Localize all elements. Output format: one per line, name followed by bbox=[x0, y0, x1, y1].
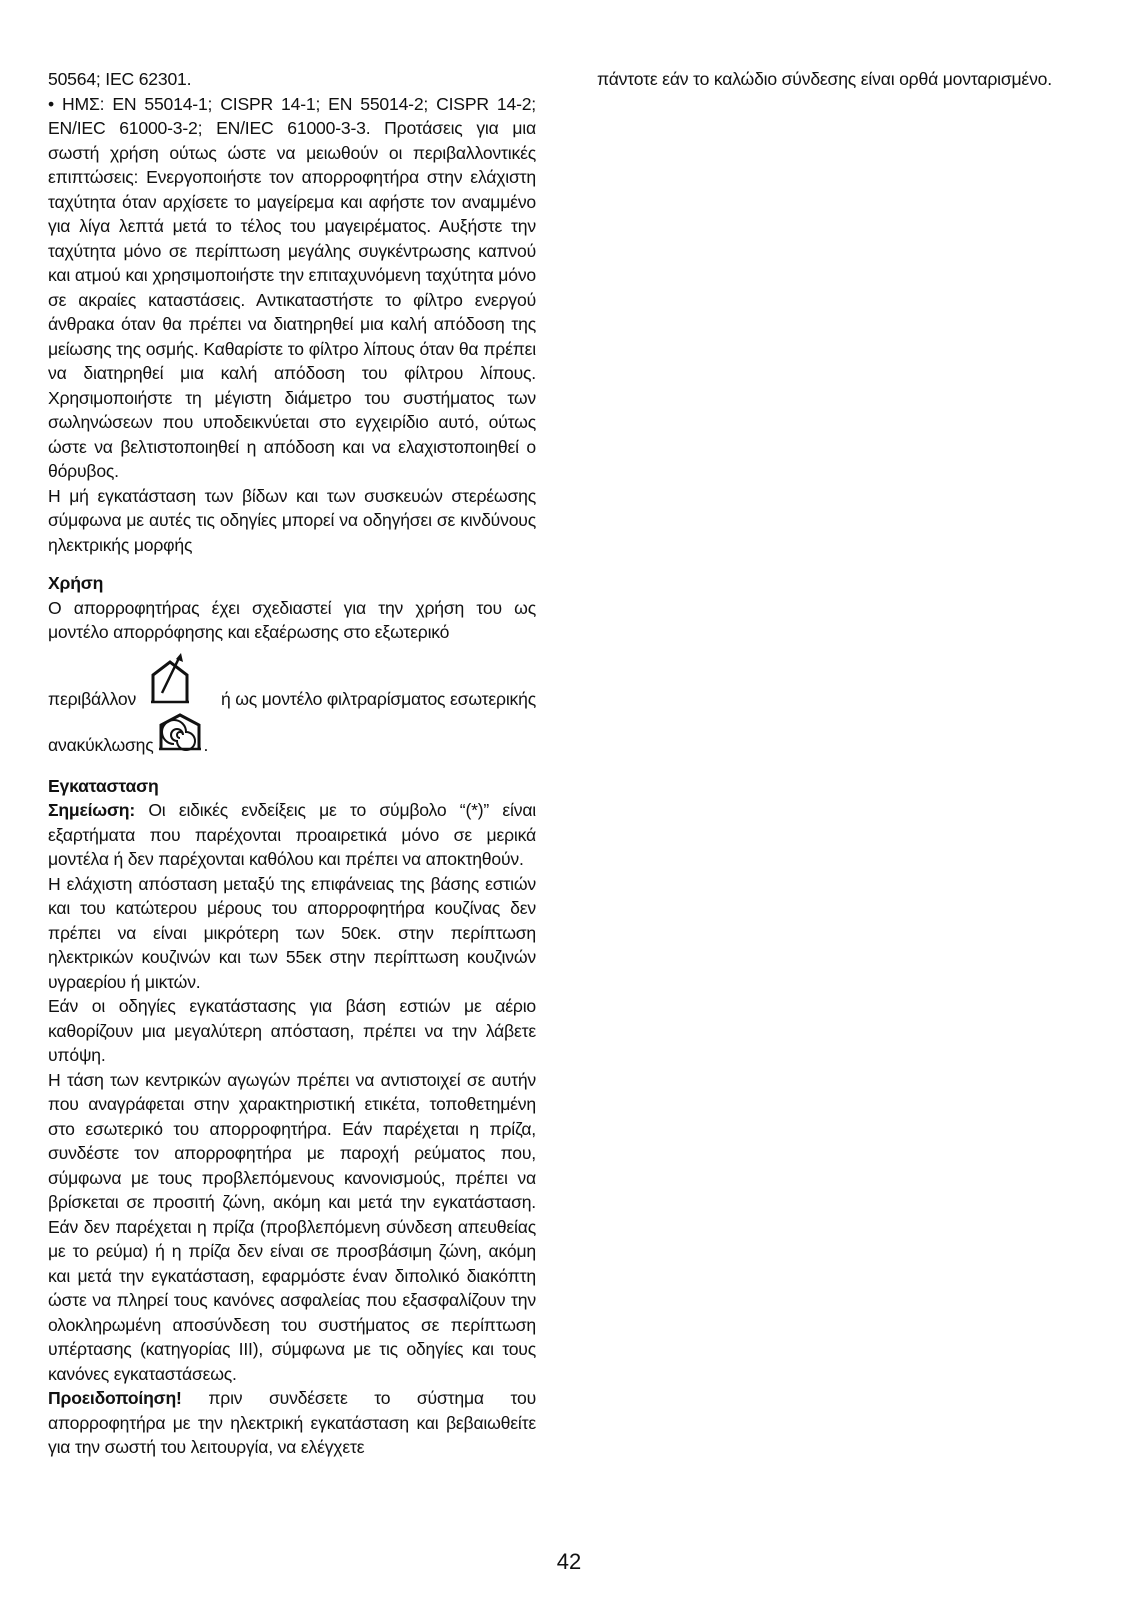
screws-warning-paragraph: Η μή εγκατάσταση των βίδων και των συσκευών στερέωσης σύμφωνα με αυτές τις οδηγίες μπορεί να οδηγήσει σε κινδύνους ηλεκτρικής μορφής bbox=[48, 485, 536, 555]
note-text: Οι ειδικές ενδείξεις με το σύμβολο “(*)” είναι εξαρτήματα που παρέχονται προαιρετικά μόνο σε μερικά μοντέλα ή δεν παρέχονται καθόλου και πρέπει να αποκτηθούν. bbox=[48, 800, 536, 869]
ducted-extraction-icon bbox=[148, 653, 192, 712]
continued-paragraph: πάντοτε εάν το καλώδιο σύνδεσης είναι ορθά μονταρισμένο. bbox=[597, 69, 1052, 89]
use-text-environment: περιβάλλον bbox=[48, 688, 137, 709]
warning-text: πριν συνδέσετε το σύστημα του απορροφητήρα με την ηλεκτρική εγκατάσταση και βεβαιωθείτε για την σωστή του λειτουργία, να ελέγχετε bbox=[48, 1388, 536, 1457]
use-paragraph: Ο απορροφητήρας έχει σχεδιαστεί για την χρήση του ως μοντέλο απορρόφησης και εξαέρωσης στο εξωτερικό bbox=[48, 597, 536, 642]
use-icon-line-2 bbox=[48, 713, 536, 758]
standards-line: 50564; IEC 62301. bbox=[48, 69, 192, 89]
note-label: Σημείωση: bbox=[48, 800, 136, 820]
gas-hob-paragraph: Εάν οι οδηγίες εγκατάστασης για βάση εστιών με αέριο καθορίζουν μια μεγαλύτερη απόσταση, πρέπει να την λάβετε υπόψη. bbox=[48, 996, 536, 1065]
voltage-paragraph: Η τάση των κεντρικών αγωγών πρέπει να αντιστοιχεί σε αυτήν που αναγράφεται στην χαρακτηριστική ετικέτα, τοποθετημένη στο εσωτερικό του απορροφητήρα. Εάν παρέχεται η πρίζα, συνδέστε τον απορροφητήρα με παροχή ρεύματος που, σύμφωνα με τους προβλεπόμενους κανονισμούς, πρέπει να βρίσκεται σε προσιτή ζώνη, ακόμη και μετά την εγκατάσταση. Εάν δεν παρέχεται η πρίζα (προβλεπόμενη σύνδεση απευθείας με το ρεύμα) ή η πρίζα δεν είναι σε προσβάσιμη ζώνη, ακόμη και μετά την εγκατάσταση, εφαρμόστε έναν διπολικό διακόπτη ώστε να πληρεί τους κανόνες ασφαλείας που εξασφαλίζουν την ολοκληρωμένη αποσύνδεση του συστήματος σε περίπτωση υπέρτασης (κατηγορίας III), σύμφωνα με τις οδηγίες και τους κανόνες εγκαταστάσεως. bbox=[48, 1069, 536, 1384]
note-paragraph bbox=[48, 798, 536, 872]
right-column bbox=[597, 67, 1087, 92]
left-column bbox=[48, 67, 536, 1460]
use-text-period: . bbox=[203, 735, 209, 755]
use-icon-line-1 bbox=[48, 653, 536, 712]
warning-paragraph bbox=[48, 1386, 536, 1460]
recirculation-filter-icon bbox=[158, 713, 202, 758]
section-heading-use: Χρήση bbox=[48, 573, 104, 593]
use-text-recirculation: ανακύκλωσης bbox=[48, 735, 154, 755]
emc-and-usage-advice-paragraph: • ΗΜΣ: EN 55014-1; CISPR 14-1; EN 55014-2; CISPR 14-2; EN/IEC 61000-3-2; EN/IEC 61000-3-3. Προτάσεις για μια σωστή χρήση ούτως ώστε να μειωθούν οι περιβαλλοντικές επιπτώσεις: Ενεργοποιήστε τον απορροφητήρα στην ελάχιστη ταχύτητα όταν αρχίσετε το μαγείρεμα και αφήστε τον αναμμένο για λίγα λεπτά μετά το τέλος του μαγειρέματος. Αυξήστε την ταχύτητα μόνο σε περίπτωση μεγάλης συγκέντρωσης καπνού και ατμού και χρησιμοποιήστε την επιταχυνόμενη ταχύτητα μόνο σε ακραίες καταστάσεις. Αντικαταστήστε το φίλτρο ενεργού άνθρακα όταν θα πρέπει να διατηρηθεί μια καλή απόδοση της μείωσης της οσμής. Καθαρίστε το φίλτρο λίπους όταν θα πρέπει να διατηρηθεί μια καλή απόδοση του φίλτρου λίπους. Χρησιμοποιήστε τη μέγιστη διάμετρο του συστήματος των σωληνώσεων που υποδεικνύεται στο εγχειρίδιο αυτό, ούτως ώστε να βελτιστοποιηθεί η απόδοση και να ελαχιστοποιηθεί ο θόρυβος. bbox=[48, 93, 536, 481]
use-text-or-filter: ή ως μοντέλο φιλτραρίσματος εσωτερικής bbox=[220, 688, 536, 709]
page-number: 42 bbox=[556, 1549, 582, 1574]
warning-label: Προειδοποίηση! bbox=[48, 1388, 182, 1408]
section-heading-installation: Εγκατασταση bbox=[48, 775, 159, 796]
minimum-distance-paragraph: Η ελάχιστη απόσταση μεταξύ της επιφάνειας της βάσης εστιών και του κατώτερου μέρους του απορροφητήρα κουζίνας δεν πρέπει να είναι μικρότερη των 50εκ. στην περίπτωση ηλεκτρικών κουζινών και των 55εκ στην περίπτωση κουζινών υγραερίου ή μικτών. bbox=[48, 873, 536, 992]
